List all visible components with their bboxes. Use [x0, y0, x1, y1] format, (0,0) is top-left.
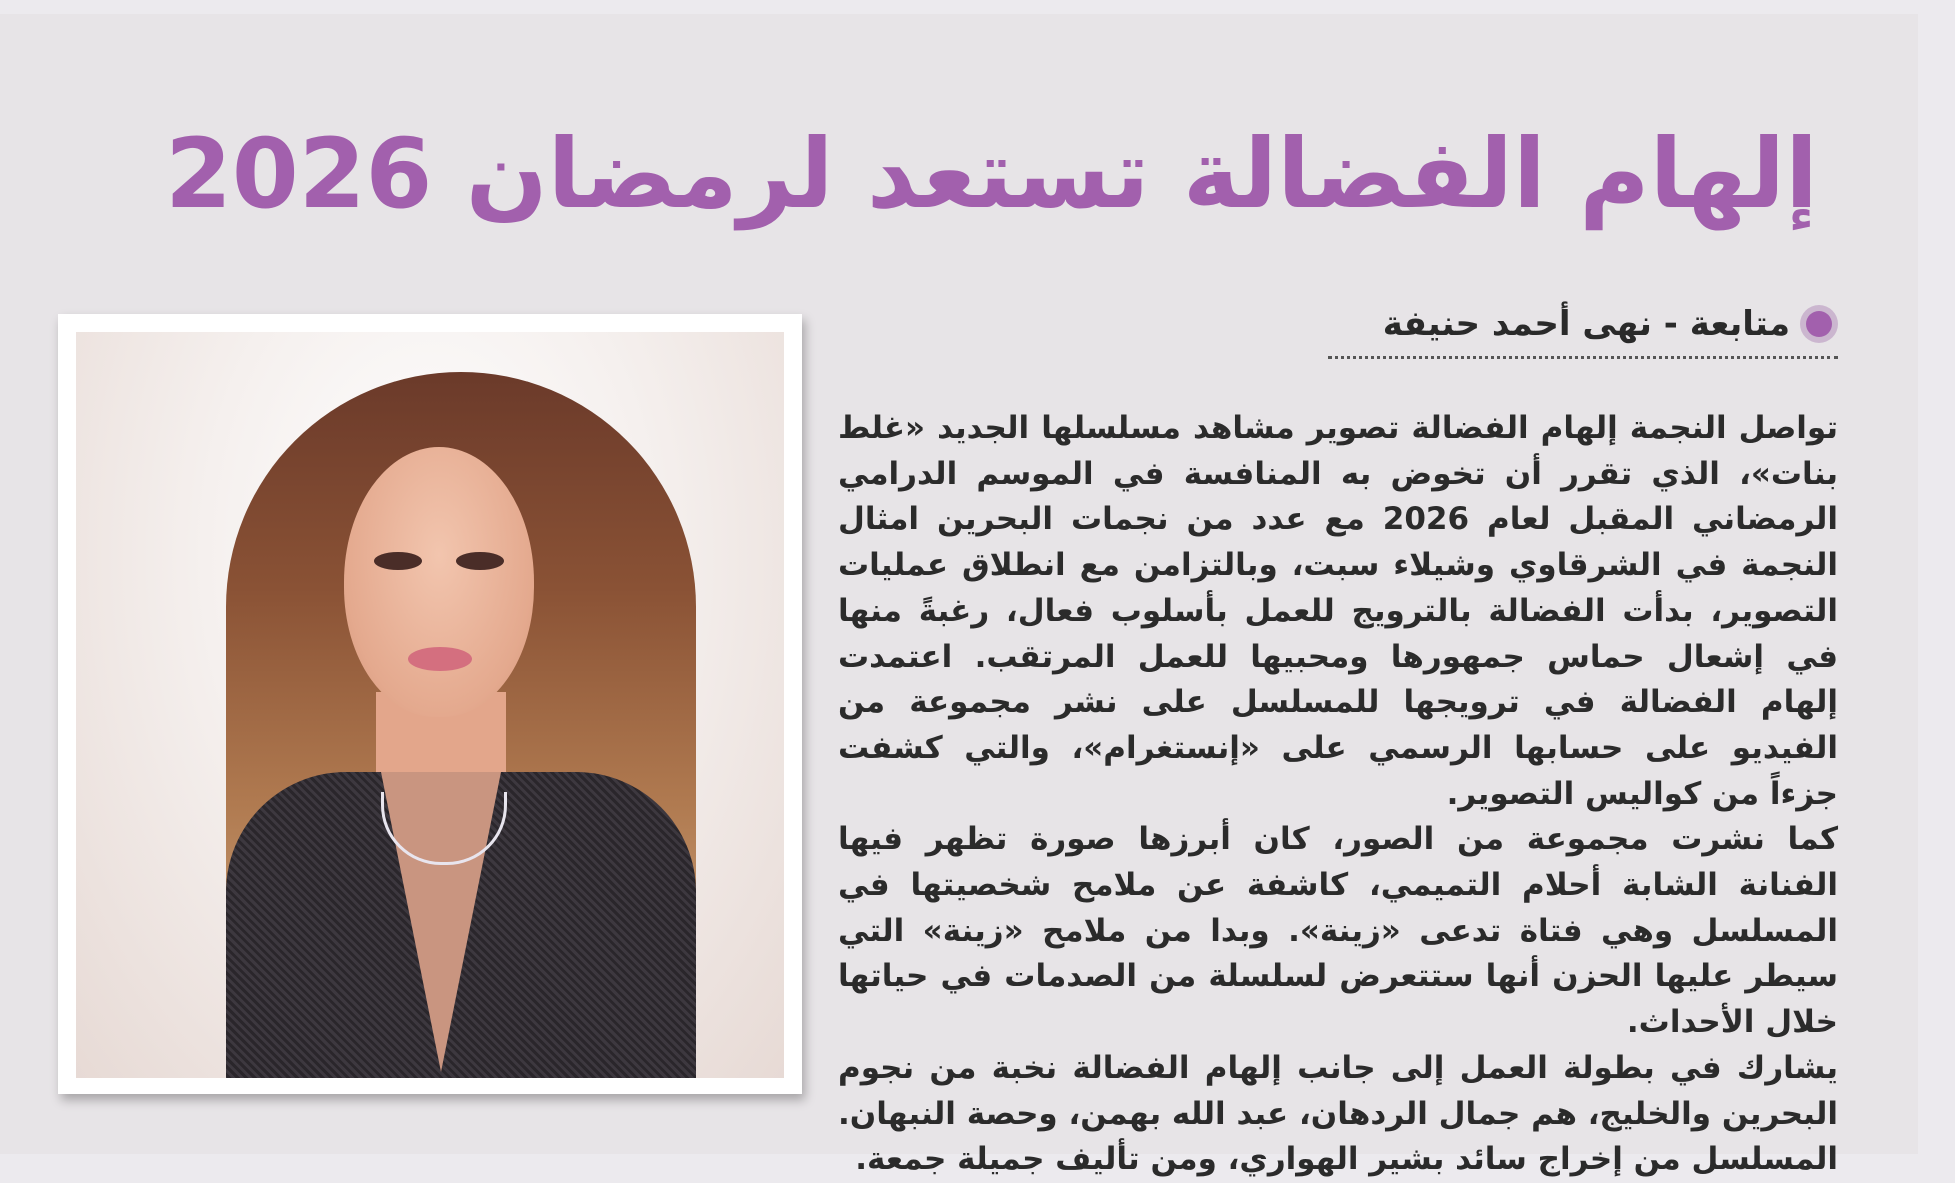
article-paragraph: تواصل النجمة إلهام الفضالة تصوير مشاهد مسلسلها الجديد «غلط بنات»، الذي تقرر أن تخوض به المنافسة في الموسم الدرامي الرمضاني المقبل لعام 2026 مع عدد من نجمات البحرين امثال النجمة في الشرقاوي وشيلاء سبت، وبالتزامن مع انطلاق عمليات التصوير، بدأت الفضالة بالترويج للعمل بأسلوب فعال، رغبةً منها في إشعال حماس جمهورها ومحبيها للعمل المرتقب. اعتمدت إلهام الفضالة في ترويجها للمسلسل على نشر مجموعة من الفيديو على حسابها الرسمي على «إنستغرام»، والتي كشفت جزءاً من كواليس التصوير.: [838, 410, 1838, 812]
headline: إلهام الفضالة تستعد لرمضان 2026: [165, 118, 1818, 230]
photo-lips: [408, 647, 472, 671]
byline: [1328, 304, 1838, 359]
article-paragraph: يشارك في بطولة العمل إلى جانب إلهام الفضالة نخبة من نجوم البحرين والخليج، هم جمال الردهان، عبد الله بهمن، وحصة النبهان. المسلسل من إخراج سائد بشير الهواري، ومن تأليف جميلة جمعة.: [838, 1049, 1838, 1178]
article-paragraph: كما نشرت مجموعة من الصور، كان أبرزها صورة تظهر فيها الفنانة الشابة أحلام التميمي، كاشفة عن ملامح شخصيتها في المسلسل وهي فتاة تدعى «زينة». وبدا من ملامح «زينة» التي سيطر عليها الحزن أنها ستتعرض لسلسلة من الصدمات في حياتها خلال الأحداث.: [838, 821, 1838, 1041]
byline-text: متابعة - نهى أحمد حنيفة: [1382, 304, 1790, 344]
bullet-dot-icon: [1806, 311, 1832, 337]
portrait-photo: [76, 332, 784, 1078]
photo-eye-left: [374, 552, 422, 570]
photo-frame: [58, 314, 802, 1094]
article-body: [838, 406, 1838, 1183]
newspaper-page: [0, 14, 1918, 1178]
photo-face-shape: [344, 447, 534, 717]
photo-eye-right: [456, 552, 504, 570]
